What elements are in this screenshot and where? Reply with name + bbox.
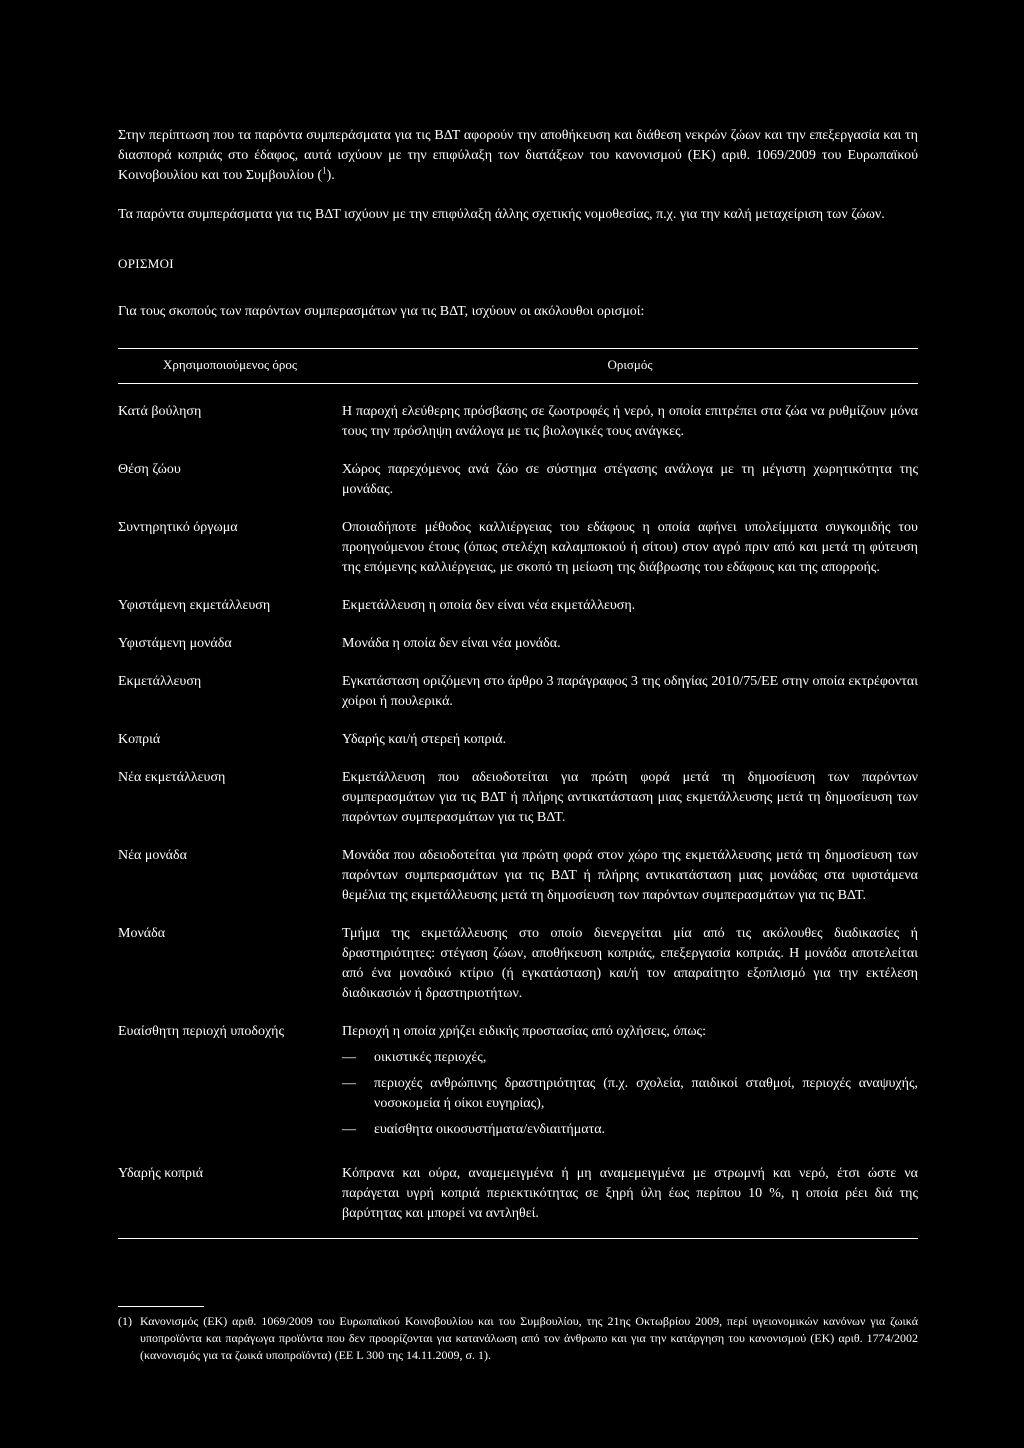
dash-marker: —	[342, 1050, 356, 1065]
footnote-mark: (1)	[118, 1314, 132, 1328]
footnote-ref-mark[interactable]: 1	[322, 165, 327, 176]
document-page	[118, 126, 918, 1239]
row-definition: Εκμετάλλευση που αδειοδοτείται για πρώτη φορά μετά τη δημοσίευση των παρόντων συμπερασμάτων για τις ΒΔΤ ή πλήρης αντικατάσταση μιας εκμετάλλευσης μετά τη δημοσίευση των παρόντων συμπερασμάτων για τις ΒΔΤ.	[342, 770, 918, 825]
table-row	[118, 442, 918, 500]
row-term: Νέα εκμετάλλευση	[118, 770, 226, 785]
row-term: Κοπριά	[118, 732, 161, 747]
row-term: Θέση ζώου	[118, 462, 181, 477]
row-term: Ευαίσθητη περιοχή υποδοχής	[118, 1024, 285, 1039]
row-term: Νέα μονάδα	[118, 848, 187, 863]
row-term: Υδαρής κοπριά	[118, 1146, 342, 1239]
row-definition: Μονάδα η οποία δεν είναι νέα μονάδα.	[342, 636, 561, 651]
dash-marker: —	[342, 1122, 356, 1137]
table-row	[118, 654, 918, 712]
row-term: Κατά βούληση	[118, 404, 202, 419]
row-definition: Κόπρανα και ούρα, αναμεμειγμένα ή μη αναμεμειγμένα με στρωμνή και νερό, έτσι ώστε να παράγεται υγρή κοπριά περιεκτικότητας σε ξηρή ύλη έως περίπου 10 %, η οποία ρέει διά της βαρύτητας και μπορεί να αντληθεί.	[342, 1146, 918, 1239]
table-row	[118, 500, 918, 578]
row-term: Εκμετάλλευση	[118, 674, 202, 689]
row-definition: Οποιαδήποτε μέθοδος καλλιέργειας του εδάφους η οποία αφήνει υπολείμματα συγκομιδής του προηγούμενου έτους (όπως στελέχη καλαμποκιού ή σίτου) στον αγρό πριν από και μετά τη φύτευση της επόμενης καλλιέργειας, με σκοπό τη μείωση της διάβρωσης του εδάφους και της απορροής.	[342, 520, 918, 575]
row-definition: Εγκατάσταση οριζόμενη στο άρθρο 3 παράγραφος 3 της οδηγίας 2010/75/ΕΕ στην οποία εκτρέφονται χοίροι ή πουλερικά.	[342, 674, 918, 709]
footnotes	[118, 1306, 918, 1364]
table-row	[118, 1146, 918, 1239]
row-definition: Η παροχή ελεύθερης πρόσβασης σε ζωοτροφές ή νερό, η οποία επιτρέπει στα ζώα να ρυθμίζουν μόνα τους την πρόσληψη ανάλογα με τις βιολογικές τους ανάγκες.	[342, 404, 918, 439]
list-item	[342, 1120, 918, 1140]
row-definition: Μονάδα που αδειοδοτείται για πρώτη φορά στον χώρο της εκμετάλλευσης μετά τη δημοσίευση των παρόντων συμπερασμάτων για τις ΒΔΤ ή πλήρης αντικατάσταση μιας μονάδας στα υφιστάμενα θεμέλια της εκμετάλλευσης μετά τη δημοσίευση των παρόντων συμπερασμάτων για τις ΒΔΤ.	[342, 848, 918, 903]
header-definition: Ορισμός	[342, 349, 918, 384]
row-term: Υφιστάμενη μονάδα	[118, 636, 232, 651]
footnote-separator	[118, 1306, 204, 1307]
list-item-text: περιοχές ανθρώπινης δραστηριότητας (π.χ. σχολεία, παιδικοί σταθμοί, περιοχές αναψυχής, νοσοκομεία ή οίκοι ευγηρίας),	[374, 1076, 918, 1111]
footnote-text: Κανονισμός (ΕΚ) αριθ. 1069/2009 του Ευρωπαϊκού Κοινοβουλίου και του Συμβουλίου, της 21ης Οκτωβρίου 2009, περί υγειονομικών κανόνων για ζωικά υποπροϊόντα και παράγωγα προϊόντα που δεν προορίζονται για κατανάλωση από τον άνθρωπο και για την κατάργηση του κανονισμού (ΕΚ) αριθ. 1774/2002 (κανονισμός για τα ζωικά υποπροϊόντα) (ΕΕ L 300 της 14.11.2009, σ. 1).	[140, 1314, 918, 1362]
table-row	[118, 906, 918, 1004]
table-row	[118, 750, 918, 828]
row-definition: Εκμετάλλευση η οποία δεν είναι νέα εκμετάλλευση.	[342, 598, 636, 613]
definitions-header-row	[118, 349, 918, 384]
row-definition: Υδαρής και/ή στερεή κοπριά.	[342, 732, 507, 747]
intro-paragraph-scope-text: Στην περίπτωση που τα παρόντα συμπεράσματα για τις ΒΔΤ αφορούν την αποθήκευση και διάθεση νεκρών ζώων και την επεξεργασία και τη διασπορά κοπριάς στο έδαφος, αυτά ισχύουν με την επιφύλαξη των διατάξεων του κανονισμού (ΕΚ) αριθ. 1069/2009 του Ευρωπαϊκού Κοινοβουλίου και του Συμβουλίου	[118, 128, 918, 183]
definitions-table	[118, 348, 918, 1239]
row-definition: Χώρος παρεχόμενος ανά ζώο σε σύστημα στέγασης ανάλογα με τη μέγιστη χωρητικότητα της μονάδας.	[342, 462, 918, 497]
row-term: Υφιστάμενη εκμετάλλευση	[118, 598, 271, 613]
dash-marker: —	[342, 1076, 356, 1091]
list-item-text: οικιστικές περιοχές,	[374, 1050, 487, 1065]
section-title: ΟΡΙΣΜΟΙ	[118, 256, 174, 271]
footnote-ref-open: (	[313, 168, 323, 183]
intro-paragraph-other-legislation: Τα παρόντα συμπεράσματα για τις ΒΔΤ ισχύουν με την επιφύλαξη άλλης σχετικής νομοθεσίας, π.χ. για την καλή μεταχείριση των ζώων.	[118, 207, 885, 222]
header-term: Χρησιμοποιούμενος όρος	[118, 349, 342, 384]
footnote-1	[118, 1313, 918, 1364]
row-definition	[342, 1004, 918, 1146]
sensitive-area-list	[342, 1048, 918, 1140]
row-definition: Τμήμα της εκμετάλλευσης στο οποίο διενεργείται μία από τις ακόλουθες διαδικασίες ή δραστηριότητες: στέγαση ζώων, αποθήκευση κοπριάς, επεξεργασία κοπριάς. Η μονάδα αποτελείται από ένα μοναδικό κτίριο (ή εγκατάσταση) και/ή τον απαραίτητο εξοπλισμό για την εκτέλεση διαδικασιών ή δραστηριοτήτων.	[342, 926, 918, 1001]
row-term: Μονάδα	[118, 926, 166, 941]
section-intro: Για τους σκοπούς των παρόντων συμπερασμάτων για τις ΒΔΤ, ισχύουν οι ακόλουθοι ορισμοί:	[118, 304, 645, 319]
table-row	[118, 384, 918, 443]
list-item	[342, 1048, 918, 1068]
table-row	[118, 616, 918, 654]
table-row-sensitive-area	[118, 1004, 918, 1146]
table-row	[118, 578, 918, 616]
list-item-text: ευαίσθητα οικοσυστήματα/ενδιαιτήματα.	[374, 1122, 606, 1137]
footnote-ref-close: ).	[326, 168, 335, 183]
sensitive-area-definition: Περιοχή η οποία χρήζει ειδικής προστασίας από οχλήσεις, όπως:	[342, 1024, 706, 1039]
row-term: Συντηρητικό όργωμα	[118, 520, 238, 535]
table-row	[118, 712, 918, 750]
table-row	[118, 828, 918, 906]
list-item	[342, 1074, 918, 1114]
intro-paragraph-scope	[118, 126, 918, 186]
